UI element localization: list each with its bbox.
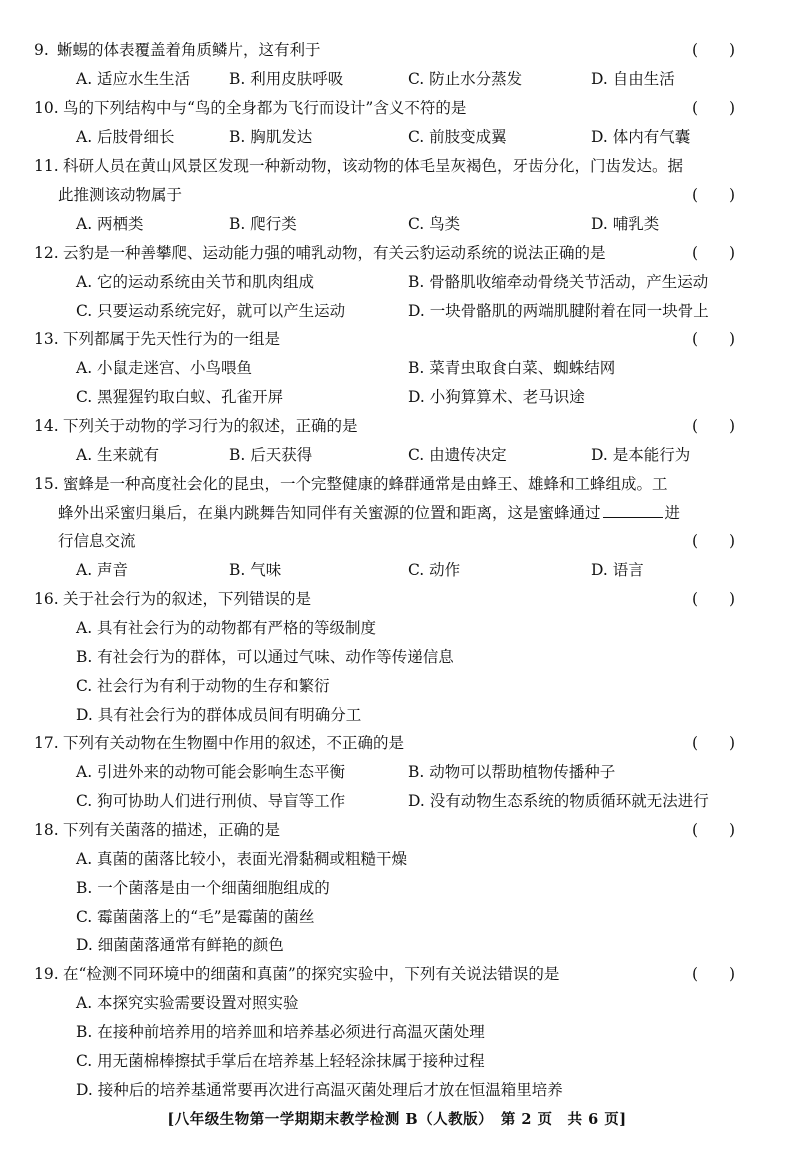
option-d[interactable]: D. 体内有气囊 [591,128,691,146]
question-17 [0,729,794,758]
fill-in-blank[interactable] [603,499,663,518]
question-number: 15. [34,475,59,493]
question-14 [0,412,794,441]
options-row [0,210,794,239]
answer-bracket[interactable]: ( ) [692,417,736,435]
question-number: 17. [34,734,59,752]
option-c[interactable]: C. 用无菌棉棒擦拭手掌后在培养基上轻轻涂抹属于接种过程 [76,1052,485,1070]
option-d[interactable]: D. 自由生活 [591,70,675,88]
options-row [0,383,794,412]
option-a[interactable]: A. 引进外来的动物可能会影响生态平衡 [76,763,346,781]
option-c[interactable]: C. 只要运动系统完好，就可以产生运动 [76,302,346,320]
option-a[interactable]: A. 声音 [76,561,129,579]
question-number: 10. [34,99,59,117]
question-9 [0,36,794,65]
question-stem: 下列有关菌落的描述，正确的是 [63,821,281,839]
question-19 [0,960,794,989]
question-12 [0,239,794,268]
options-row [0,701,794,730]
page-footer: [八年级生物第一学期期末教学检测 B（人教版） 第 2 页 共 6 页] [167,1111,627,1128]
option-b[interactable]: B. 爬行类 [229,215,297,233]
option-d[interactable]: D. 哺乳类 [591,215,660,233]
option-a[interactable]: A. 适应水生生活 [76,70,191,88]
option-a[interactable]: A. 生来就有 [76,446,160,464]
question-stem-part: 蜂外出采蜜归巢后，在巢内跳舞告知同伴有关蜜源的位置和距离，这是蜜蜂通过 [58,504,601,522]
options-row [0,989,794,1018]
option-b[interactable]: B. 在接种前培养用的培养皿和培养基必须进行高温灭菌处理 [76,1023,485,1041]
options-row [0,845,794,874]
question-number: 9. [34,41,49,59]
option-c[interactable]: C. 狗可协助人们进行刑侦、导盲等工作 [76,792,346,810]
question-number: 16. [34,590,59,608]
options-row [0,556,794,585]
options-row [0,787,794,816]
options-row [0,1076,794,1105]
option-a[interactable]: A. 真菌的菌落比较小，表面光滑黏稠或粗糙干燥 [76,850,408,868]
option-b[interactable]: B. 骨骼肌收缩牵动骨绕关节活动，产生运动 [408,273,709,291]
options-row [0,297,794,326]
question-number: 19. [34,965,59,983]
option-a[interactable]: A. 小鼠走迷宫、小鸟喂鱼 [76,359,253,377]
answer-bracket[interactable]: ( ) [692,41,736,59]
answer-bracket[interactable]: ( ) [692,821,736,839]
answer-bracket[interactable]: ( ) [692,590,736,608]
option-c[interactable]: C. 前肢变成翼 [408,128,507,146]
option-d[interactable]: D. 具有社会行为的群体成员间有明确分工 [76,706,362,724]
options-row [0,672,794,701]
question-stem: 科研人员在黄山风景区发现一种新动物，该动物的体毛呈灰褐色，牙齿分化，门齿发达。据 [63,157,684,175]
question-11 [0,152,794,181]
option-d[interactable]: D. 一块骨骼肌的两端肌腱附着在同一块骨上 [408,302,709,320]
options-row [0,268,794,297]
options-row [0,65,794,94]
option-b[interactable]: B. 利用皮肤呼吸 [229,70,344,88]
question-13 [0,325,794,354]
question-number: 13. [34,330,59,348]
option-d[interactable]: D. 没有动物生态系统的物质循环就无法进行 [408,792,709,810]
options-row [0,354,794,383]
question-number: 14. [34,417,59,435]
question-16 [0,585,794,614]
question-number: 18. [34,821,59,839]
option-d[interactable]: D. 小狗算算术、老马识途 [408,388,585,406]
option-c[interactable]: C. 鸟类 [408,215,461,233]
option-a[interactable]: A. 两栖类 [76,215,144,233]
question-stem: 蜥蜴的体表覆盖着角质鳞片，这有利于 [57,41,321,59]
options-row [0,931,794,960]
question-stem: 云豹是一种善攀爬、运动能力强的哺乳动物，有关云豹运动系统的说法正确的是 [63,244,606,262]
question-stem: 关于社会行为的叙述，下列错误的是 [63,590,312,608]
question-15 [0,470,794,499]
question-stem: 下列关于动物的学习行为的叙述，正确的是 [63,417,358,435]
question-11-cont [0,181,794,210]
question-stem: 鸟的下列结构中与“鸟的全身都为飞行而设计”含义不符的是 [63,99,467,117]
answer-bracket[interactable]: ( ) [692,965,736,983]
answer-bracket[interactable]: ( ) [692,734,736,752]
question-number: 12. [34,244,59,262]
question-stem: 下列都属于先天性行为的一组是 [63,330,281,348]
question-18 [0,816,794,845]
answer-bracket[interactable]: ( ) [692,330,736,348]
option-b[interactable]: B. 气味 [229,561,282,579]
question-number: 11. [34,157,59,175]
question-stem: 在“检测不同环境中的细菌和真菌”的探究实验中，下列有关说法错误的是 [63,965,560,983]
option-a[interactable]: A. 本探究实验需要设置对照实验 [76,994,299,1012]
option-b[interactable]: B. 一个菌落是由一个细菌细胞组成的 [76,879,330,897]
options-row [0,643,794,672]
question-stem-part: 进 [664,504,681,522]
question-stem: 下列有关动物在生物圈中作用的叙述，不正确的是 [63,734,405,752]
option-d[interactable]: D. 细菌菌落通常有鲜艳的颜色 [76,936,284,954]
option-a[interactable]: A. 后肢骨细长 [76,128,175,146]
question-15-cont [0,527,794,556]
question-stem-cont: 此推测该动物属于 [58,186,183,204]
option-b[interactable]: B. 动物可以帮助植物传播种子 [408,763,616,781]
options-row [0,614,794,643]
answer-bracket[interactable]: ( ) [692,99,736,117]
question-stem: 蜜蜂是一种高度社会化的昆虫，一个完整健康的蜂群通常是由蜂王、雄蜂和工蜂组成。工 [63,475,668,493]
option-b[interactable]: B. 有社会行为的群体，可以通过气味、动作等传递信息 [76,648,454,666]
option-c[interactable]: C. 黑猩猩钓取白蚁、孔雀开屏 [76,388,284,406]
options-row [0,123,794,152]
answer-bracket[interactable]: ( ) [692,244,736,262]
question-stem-cont: 行信息交流 [58,532,136,550]
option-c[interactable]: C. 动作 [408,561,461,579]
option-b[interactable]: B. 菜青虫取食白菜、蜘蛛结网 [408,359,616,377]
answer-bracket[interactable]: ( ) [692,186,736,204]
option-b[interactable]: B. 胸肌发达 [229,128,313,146]
question-15-cont [0,499,794,528]
options-row [0,441,794,470]
option-c[interactable]: C. 防止水分蒸发 [408,70,523,88]
option-d[interactable]: D. 语言 [591,561,644,579]
options-row [0,874,794,903]
option-c[interactable]: C. 霉菌菌落上的“毛”是霉菌的菌丝 [76,908,315,926]
option-b[interactable]: B. 后天获得 [229,446,313,464]
options-row [0,1047,794,1076]
options-row [0,758,794,787]
option-a[interactable]: A. 它的运动系统由关节和肌肉组成 [76,273,315,291]
option-d[interactable]: D. 接种后的培养基通常要再次进行高温灭菌处理后才放在恒温箱里培养 [76,1081,563,1099]
option-a[interactable]: A. 具有社会行为的动物都有严格的等级制度 [76,619,377,637]
option-d[interactable]: D. 是本能行为 [591,446,691,464]
options-row [0,1018,794,1047]
options-row [0,903,794,932]
question-stem-cont [58,499,680,528]
option-c[interactable]: C. 社会行为有利于动物的生存和繁衍 [76,677,330,695]
option-c[interactable]: C. 由遗传决定 [408,446,507,464]
question-10 [0,94,794,123]
answer-bracket[interactable]: ( ) [692,532,736,550]
